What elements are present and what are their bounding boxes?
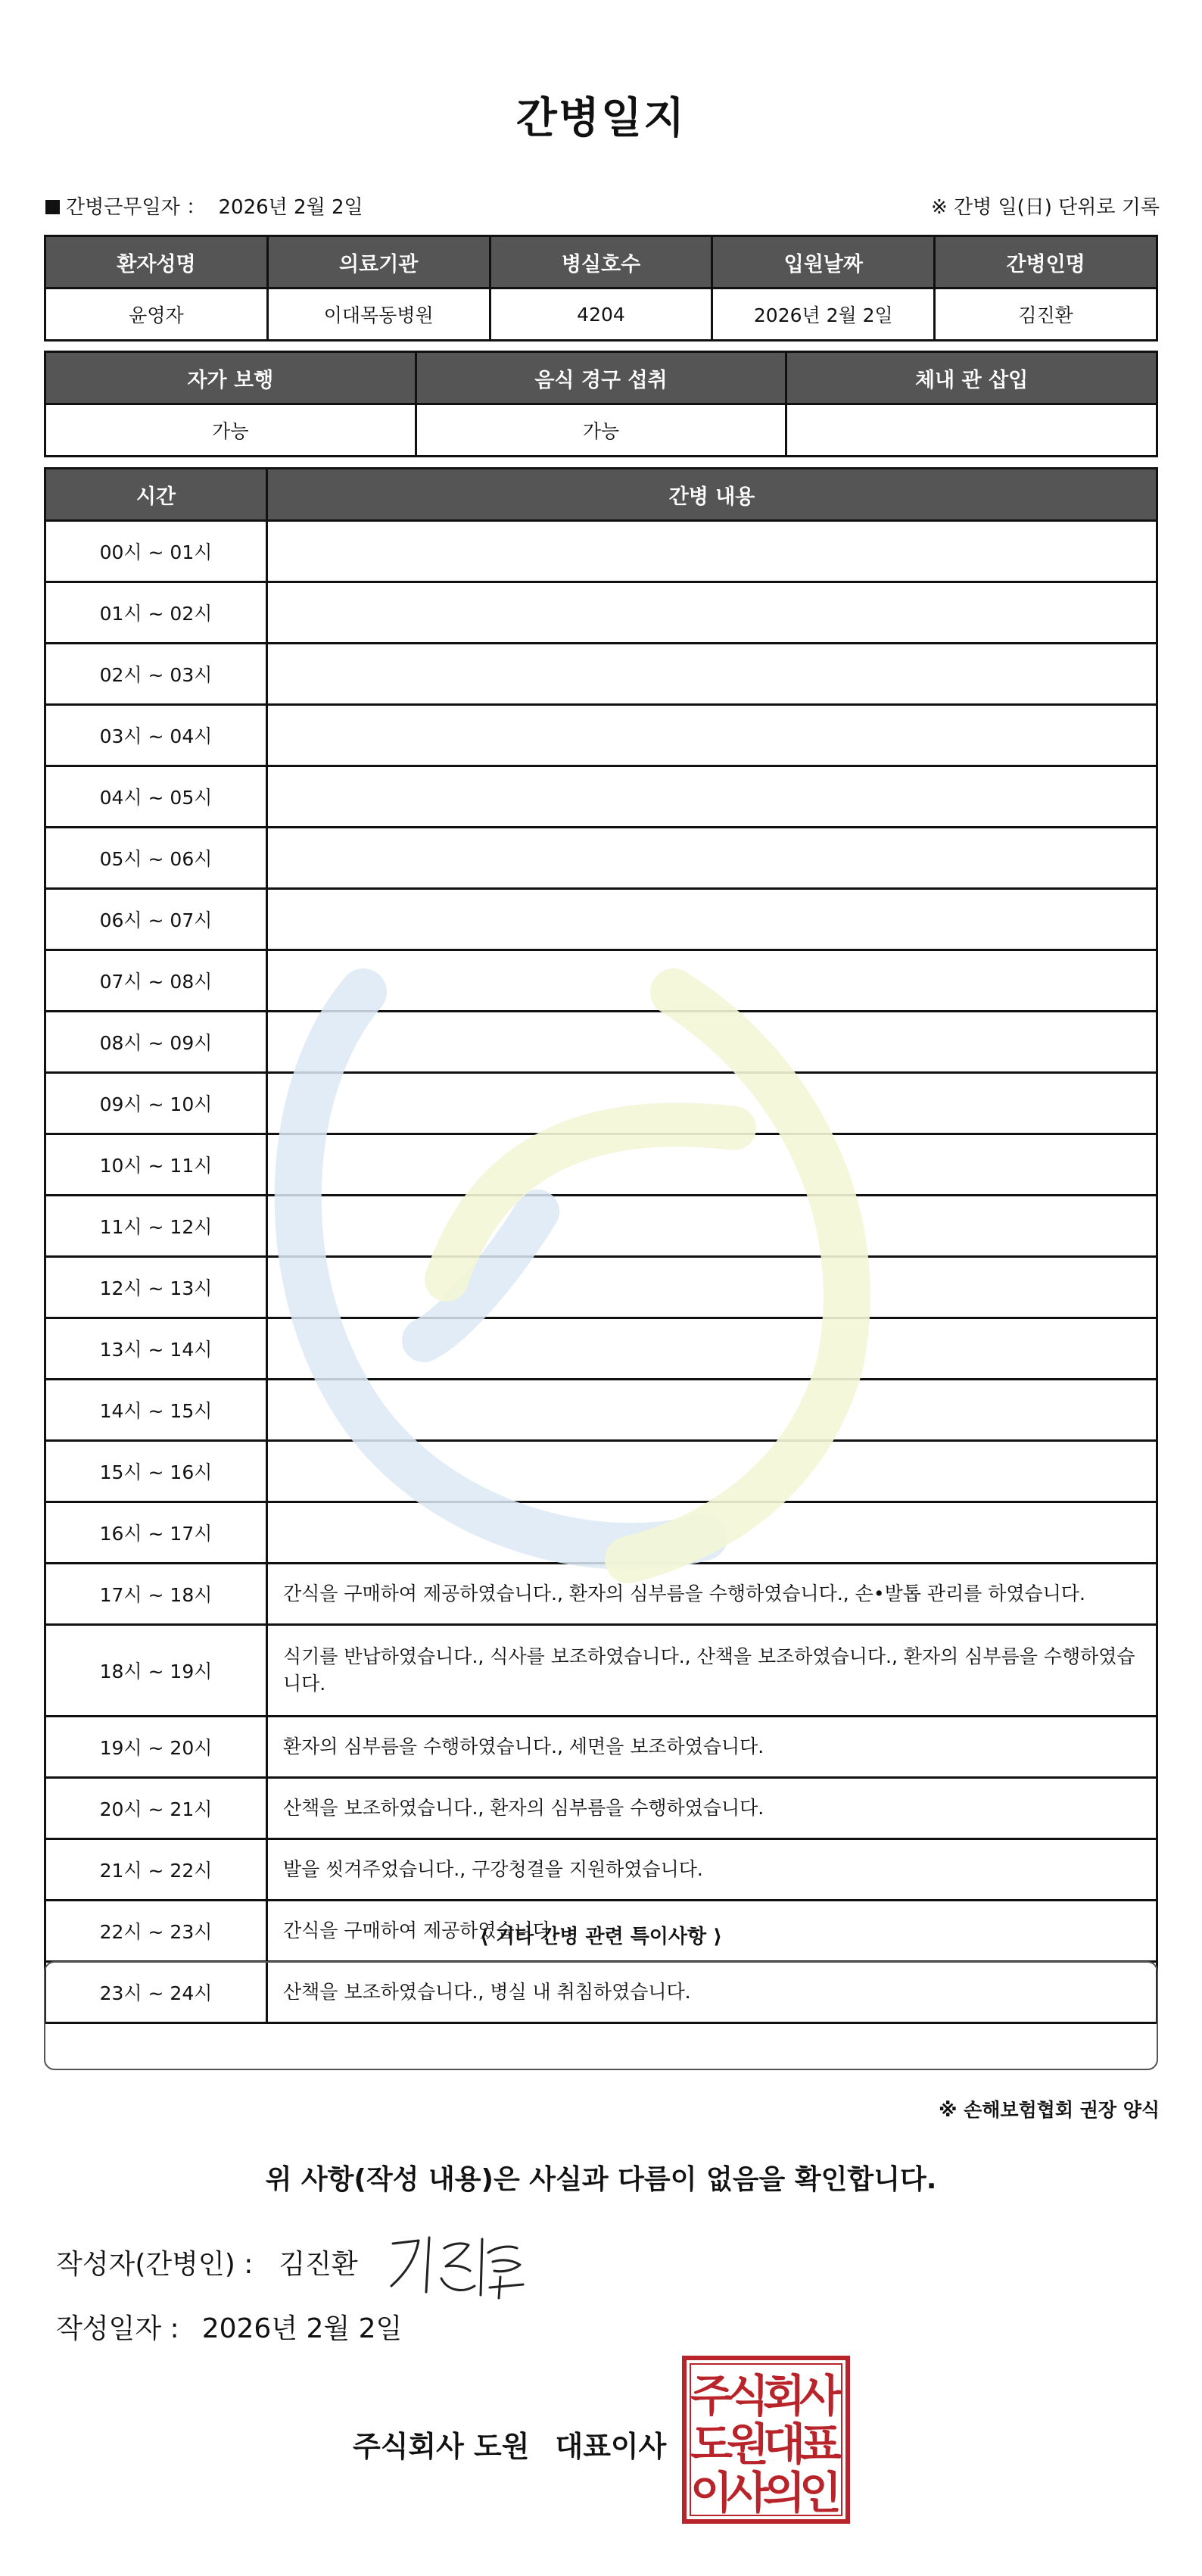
log-content: 산책을 보조하였습니다., 병실 내 취침하였습니다. — [267, 1962, 1157, 2023]
table-row — [45, 1196, 1157, 1257]
header-oral-intake: 음식 경구 섭취 — [416, 352, 786, 404]
seal-character: 도 — [690, 2419, 733, 2470]
table-row — [45, 1625, 1157, 1717]
seal-character: 식 — [726, 2370, 770, 2422]
room-number: 4204 — [490, 288, 712, 341]
log-content — [267, 766, 1157, 828]
log-time: 10시 ~ 11시 — [45, 1134, 267, 1196]
header-admission-date: 입원날짜 — [712, 236, 935, 288]
seal-character: 원 — [726, 2419, 770, 2470]
header-hospital: 의료기관 — [267, 236, 490, 288]
writer-label: 작성자(간병인) : — [56, 2249, 254, 2280]
table-row — [45, 1380, 1157, 1441]
log-content — [267, 644, 1157, 705]
log-time: 20시 ~ 21시 — [45, 1778, 267, 1839]
log-time: 13시 ~ 14시 — [45, 1318, 267, 1380]
log-time: 11시 ~ 12시 — [45, 1196, 267, 1257]
log-content: 식기를 반납하였습니다., 식사를 보조하였습니다., 산책을 보조하였습니다., 환자의 심부름을 수행하였습니다. — [267, 1625, 1157, 1717]
writer-name: 김진환 — [279, 2249, 358, 2280]
write-date: 2026년 2월 2일 — [201, 2313, 403, 2344]
walking-status: 가능 — [45, 404, 416, 457]
log-time: 22시 ~ 23시 — [45, 1901, 267, 1962]
table-row — [45, 1073, 1157, 1134]
header-care-content: 간병 내용 — [267, 469, 1157, 521]
patient-status-table — [44, 351, 1158, 457]
tube-insertion-status — [786, 404, 1157, 457]
log-time: 17시 ~ 18시 — [45, 1564, 267, 1625]
record-note: ※ 간병 일(日) 단위로 기록 — [930, 196, 1160, 219]
header-walking: 자가 보행 — [45, 352, 416, 404]
writer-line — [56, 2243, 358, 2281]
log-time: 08시 ~ 09시 — [45, 1012, 267, 1073]
company-name: 주식회사 도원 — [353, 2430, 530, 2463]
log-time: 07시 ~ 08시 — [45, 950, 267, 1012]
table-row — [45, 582, 1157, 644]
log-content — [267, 1196, 1157, 1257]
log-content: 환자의 심부름을 수행하였습니다., 세면을 보조하였습니다. — [267, 1717, 1157, 1778]
seal-character: 회 — [762, 2370, 806, 2422]
log-content — [267, 521, 1157, 582]
log-content — [267, 950, 1157, 1012]
caregiver-name: 김진환 — [935, 288, 1157, 341]
patient-name: 윤영자 — [45, 288, 268, 341]
table-row — [45, 1441, 1157, 1502]
square-bullet-icon — [45, 200, 60, 214]
header-caregiver-name: 간병인명 — [935, 236, 1157, 288]
duty-date: 2026년 2월 2일 — [218, 196, 363, 219]
table-row — [45, 1134, 1157, 1196]
table-row — [45, 950, 1157, 1012]
log-time: 21시 ~ 22시 — [45, 1839, 267, 1901]
table-row — [45, 1839, 1157, 1901]
write-date-line — [56, 2307, 402, 2346]
seal-character: 사 — [799, 2370, 842, 2422]
seal-character: 표 — [799, 2419, 842, 2470]
header-room-number: 병실호수 — [490, 236, 712, 288]
table-row — [45, 766, 1157, 828]
hospital-name: 이대목동병원 — [267, 288, 490, 341]
seal-character: 주 — [690, 2370, 733, 2422]
table-row — [45, 521, 1157, 582]
table-row — [45, 644, 1157, 705]
log-content — [267, 1380, 1157, 1441]
log-time: 09시 ~ 10시 — [45, 1073, 267, 1134]
confirmation-statement: 위 사항(작성 내용)은 사실과 다름이 없음을 확인합니다. — [265, 2164, 937, 2195]
patient-info-table — [44, 235, 1158, 341]
table-row — [45, 705, 1157, 766]
log-time: 14시 ~ 15시 — [45, 1380, 267, 1441]
table-row — [45, 1564, 1157, 1625]
log-content — [267, 1502, 1157, 1564]
log-time: 23시 ~ 24시 — [45, 1962, 267, 2023]
log-content — [267, 1441, 1157, 1502]
seal-character: 사 — [726, 2467, 770, 2518]
admission-date: 2026년 2월 2일 — [712, 288, 935, 341]
seal-character: 인 — [799, 2467, 842, 2518]
log-content — [267, 1318, 1157, 1380]
log-content — [267, 705, 1157, 766]
table-row — [45, 1257, 1157, 1318]
log-time: 19시 ~ 20시 — [45, 1717, 267, 1778]
log-content — [267, 1257, 1157, 1318]
association-note: ※ 손해보험협회 권장 양식 — [939, 2099, 1160, 2121]
log-content — [267, 1073, 1157, 1134]
handwritten-signature — [382, 2222, 534, 2306]
log-content: 발을 씻겨주었습니다., 구강청결을 지원하였습니다. — [267, 1839, 1157, 1901]
care-log-table — [44, 467, 1158, 2024]
log-time: 03시 ~ 04시 — [45, 705, 267, 766]
page-title: 간병일지 — [515, 94, 687, 143]
log-time: 18시 ~ 19시 — [45, 1625, 267, 1717]
table-row — [45, 889, 1157, 950]
log-content — [267, 828, 1157, 889]
table-row — [45, 1778, 1157, 1839]
special-notes-box — [44, 1961, 1158, 2070]
table-row — [45, 1502, 1157, 1564]
company-representative: 대표이사 — [555, 2430, 667, 2463]
log-time: 15시 ~ 16시 — [45, 1441, 267, 1502]
log-content: 간식을 구매하여 제공하였습니다. — [267, 1901, 1157, 1962]
log-content — [267, 1134, 1157, 1196]
log-time: 05시 ~ 06시 — [45, 828, 267, 889]
header-patient-name: 환자성명 — [45, 236, 268, 288]
duty-date-line — [45, 192, 363, 220]
log-time: 02시 ~ 03시 — [45, 644, 267, 705]
log-content: 산책을 보조하였습니다., 환자의 심부름을 수행하였습니다. — [267, 1778, 1157, 1839]
header-tube-insertion: 체내 관 삽입 — [786, 352, 1157, 404]
table-row — [45, 1717, 1157, 1778]
log-content: 간식을 구매하여 제공하였습니다., 환자의 심부름을 수행하였습니다., 손•발톱 관리를 하였습니다. — [267, 1564, 1157, 1625]
duty-label: 간병근무일자 ： — [66, 196, 206, 219]
log-time: 16시 ~ 17시 — [45, 1502, 267, 1564]
log-content — [267, 582, 1157, 644]
log-time: 01시 ~ 02시 — [45, 582, 267, 644]
log-content — [267, 889, 1157, 950]
special-notes-caption: ⟨ 기타 간병 관련 특이사항 ⟩ — [479, 1926, 723, 1948]
seal-character: 대 — [762, 2419, 806, 2470]
write-date-label: 작성일자 : — [56, 2313, 179, 2344]
table-row — [45, 1318, 1157, 1380]
header-time: 시간 — [45, 469, 267, 521]
log-time: 00시 ~ 01시 — [45, 521, 267, 582]
company-seal — [681, 2355, 851, 2525]
table-row — [45, 828, 1157, 889]
oral-intake-status: 가능 — [416, 404, 786, 457]
log-time: 06시 ~ 07시 — [45, 889, 267, 950]
log-time: 12시 ~ 13시 — [45, 1257, 267, 1318]
log-time: 04시 ~ 05시 — [45, 766, 267, 828]
log-content — [267, 1012, 1157, 1073]
seal-character: 이 — [690, 2467, 733, 2518]
company-line — [353, 2423, 666, 2465]
table-row — [45, 1012, 1157, 1073]
seal-character: 의 — [762, 2467, 806, 2518]
